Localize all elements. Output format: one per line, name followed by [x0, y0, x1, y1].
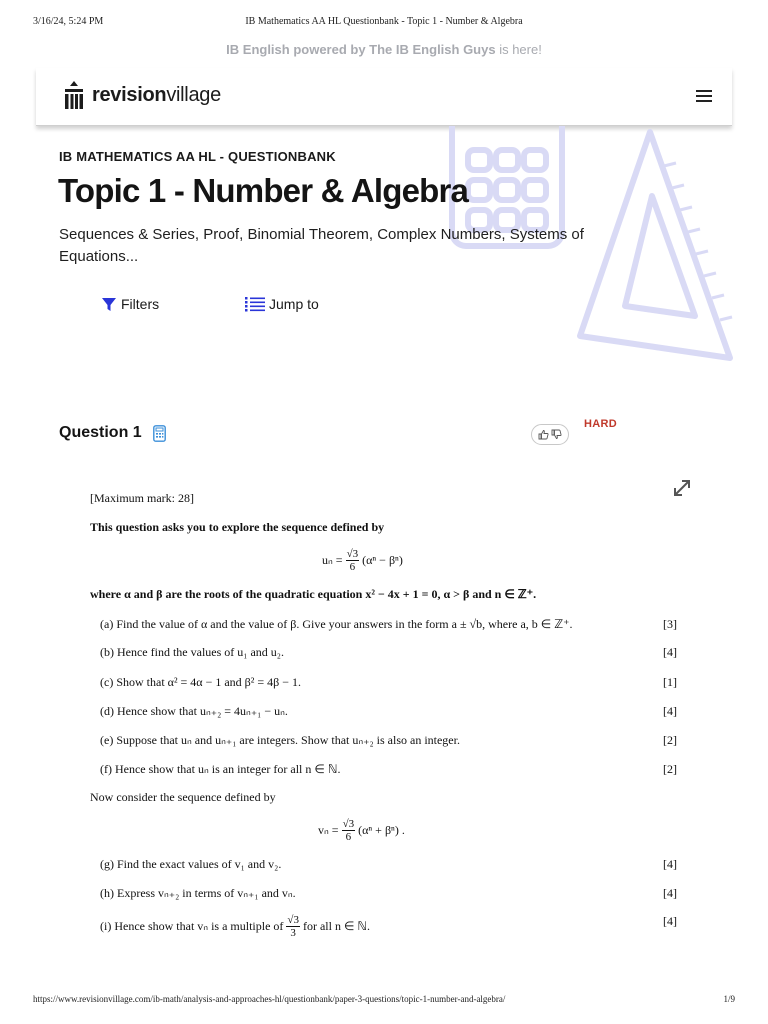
question-part: (g) Find the exact values of v₁ and v₂. [4] [100, 857, 677, 871]
question-part: (a) Find the value of α and the value of β. Give your answers in the form a ± √b, where a, b ∈ ℤ⁺. [3] [100, 617, 677, 631]
site-header [36, 68, 732, 126]
print-header [0, 16, 768, 30]
page-subtitle: Sequences & Series, Proof, Binomial Theorem, Complex Numbers, Systems of Equations... [59, 226, 584, 265]
print-datetime: 3/16/24, 5:24 PM [33, 16, 104, 27]
max-mark: [Maximum mark: 28] [90, 491, 194, 505]
question-part: (i) Hence show that vₙ is a multiple of $\frac{√3}{3}$ for all n ∈ ℕ. [4] [100, 914, 677, 939]
question-heading [59, 424, 166, 442]
part-mark: [1] [663, 675, 677, 689]
vote-pill [531, 424, 569, 445]
difficulty-badge: HARD [584, 418, 617, 430]
question-title: Question 1 [59, 424, 142, 441]
calculator-icon[interactable] [153, 425, 166, 442]
fraction: $\frac{√3}{6}$ [346, 548, 359, 573]
part-mark: [4] [663, 914, 677, 928]
page-kicker: IB MATHEMATICS AA HL - QUESTIONBANK [59, 149, 336, 164]
formula-v: vₙ = $\frac{√3}{6}$ (αⁿ + βⁿ) . [318, 818, 405, 843]
question-part: (d) Hence show that uₙ₊₂ = 4uₙ₊₁ − uₙ. [4] [100, 704, 677, 718]
question-part: (h) Express vₙ₊₂ in terms of vₙ₊₁ and vₙ. [4] [100, 886, 677, 900]
question-part: (e) Suppose that uₙ and uₙ₊₁ are integers. Show that uₙ₊₂ is also an integer. [2] [100, 733, 677, 747]
part-mark: [2] [663, 762, 677, 776]
thumbs-up-icon[interactable] [538, 429, 549, 440]
part-mark: [2] [663, 733, 677, 747]
question-intro: This question asks you to explore the sequence defined by [90, 520, 385, 534]
expand-icon[interactable] [672, 478, 692, 498]
filters-button[interactable] [101, 296, 159, 312]
jump-to-button[interactable] [245, 296, 319, 312]
question-part: (f) Hence show that uₙ is an integer for all n ∈ ℕ. [2] [100, 762, 677, 776]
jump-to-label: Jump to [269, 296, 319, 312]
page-number: 1/9 [723, 994, 735, 1004]
formula-u: uₙ = $\frac{√3}{6}$ (αⁿ − βⁿ) [322, 548, 403, 573]
filter-icon [101, 296, 117, 312]
filters-label: Filters [121, 296, 160, 312]
thumbs-down-icon[interactable] [551, 429, 562, 440]
part-mark: [4] [663, 886, 677, 900]
question-part: (c) Show that α² = 4α − 1 and β² = 4β − 1. [1] [100, 675, 677, 689]
brand-name: revisionvillage [92, 83, 221, 106]
announcement-strong[interactable]: IB English powered by The IB English Guys [226, 42, 496, 57]
fraction: $\frac{√3}{3}$ [287, 914, 299, 939]
brand-logo[interactable] [62, 80, 221, 110]
list-icon [245, 296, 265, 312]
print-url[interactable]: https://www.revisionvillage.com/ib-math/analysis-and-approaches-hl/questionbank/paper-3-questions/topic-1-number-and-algebra/ [33, 994, 506, 1004]
page-title: Topic 1 - Number & Algebra [58, 172, 469, 209]
question-now-text: Now consider the sequence defined by [90, 790, 276, 804]
question-part: (b) Hence find the values of u₁ and u₂. [4] [100, 645, 677, 659]
part-mark: [4] [663, 857, 677, 871]
fraction: $\frac{√3}{6}$ [342, 818, 355, 843]
question-where: where α and β are the roots of the quadratic equation x² − 4x + 1 = 0, α > β and n ∈ ℤ⁺. [90, 587, 537, 601]
part-mark: [4] [663, 704, 677, 718]
logo-icon [62, 80, 86, 110]
part-mark: [4] [663, 645, 677, 659]
menu-icon[interactable] [696, 90, 712, 102]
announcement-banner[interactable] [0, 42, 768, 57]
print-doc-title: IB Mathematics AA HL Questionbank - Topic 1 - Number & Algebra [245, 16, 523, 27]
announcement-rest: is here! [495, 42, 542, 57]
part-mark: [3] [663, 617, 677, 631]
